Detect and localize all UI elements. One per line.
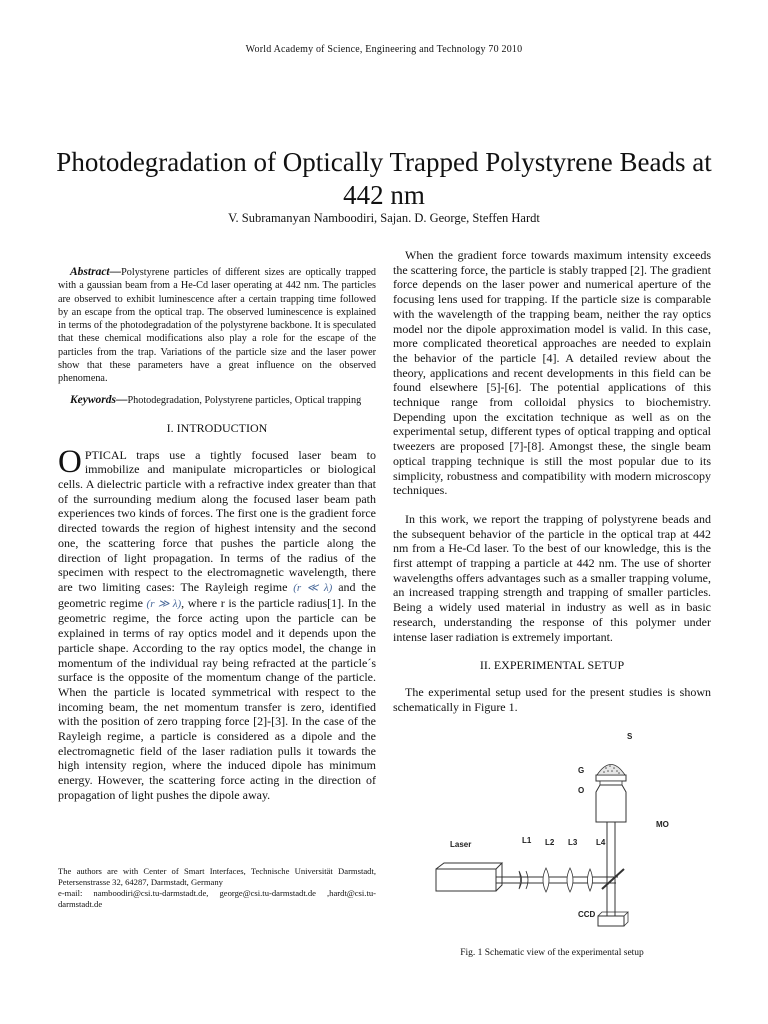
lens-l2 bbox=[543, 868, 549, 892]
right-column bbox=[393, 248, 711, 714]
running-header: World Academy of Science, Engineering and Technology 70 2010 bbox=[245, 44, 523, 55]
label-microscope-objective: MO bbox=[656, 820, 669, 829]
intro-text-a: PTICAL traps use a tightly focused laser beam to immobilize and manipulate microparticles or biological cells. A dielectric particle with a refractive index greater than that of the surrounding medium along the focused laser beam path experiences two kinds of forces. The first one is the gradient force directed towards the region of highest intensity and the second one, the scattering force that pushes the particle along the direction of light propagation. In terms of the radius of the specimen with respect to the electromagnetic wavelength, there are two limiting cases: The Rayleigh regime bbox=[58, 447, 376, 594]
sample-stage bbox=[596, 775, 626, 781]
intro-paragraph bbox=[58, 443, 377, 803]
label-glass: G bbox=[578, 766, 585, 775]
author-footnote bbox=[58, 866, 376, 910]
label-l3: L3 bbox=[568, 838, 578, 847]
lens-l3 bbox=[567, 868, 573, 892]
label-sample: S bbox=[627, 732, 633, 741]
body-paragraph-1: When the gradient force towards maximum intensity exceeds the scattering force, the particle is stably trapped [2]. The gradient force depends on the laser power and numerical aperture of the focusing lens used for trapping. If the particle size is comparable with the wavelength of the trapping beam, neither the ray optics model nor the dipole approximation model is valid. In this case, more complicated theoretical approaches are needed to explain the behavior of the particle [4]. A detailed review about the theory, applications and recent developments in this field can be found elsewhere [5]-[6]. The potential applications of this technique range from colloidal physics to biochemistry. Depending upon the excitation technique as well as on the experimental setup, different types of optical trapping and optical tweezers are proposed [7]-[8]. Amongst these, the single beam optical trapping technique is still the most popular due to its simplicity, robustness and compatibility with modern microscopy techniques. bbox=[393, 248, 711, 498]
rayleigh-condition: (r ≪ λ) bbox=[293, 582, 333, 594]
setup-diagram bbox=[420, 730, 720, 940]
microscope-objective bbox=[596, 785, 626, 822]
intro-text-c: , where r is the particle radius[1]. In the geometric regime, the force acting upon the particle can be explained in terms of ray optics model and it depends upon the particle shape. According to the ray optics model, the change in momentum of the individual ray being refracted at the particle´s surface is the opposite of the momentum change of the particle. When the particle is located symmetrical with respect to the incoming beam, the net momentum transfer is zero, identified with the position of zero trapping force [2]-[3]. In the case of the Rayleigh regime, a particle is considered as a dipole and the electromagnetic field of the laser radiation pulls it towards the high intensity region, where the induced dipole has minimum energy. However, the scattering force acting in the direction of propagation of light pushes the dipole away. bbox=[58, 595, 377, 802]
footnote-affiliation: The authors are with Center of Smart Interfaces, Technische Universität Darmstadt, Petersenstrasse 32, 64287, Darmstadt, Germany bbox=[58, 866, 376, 887]
setup-schematic bbox=[420, 730, 720, 940]
author-list: V. Subramanyan Namboodiri, Sajan. D. George, Steffen Hardt bbox=[228, 211, 540, 225]
laser-source bbox=[436, 869, 496, 891]
label-objective-o: O bbox=[578, 786, 585, 795]
ccd-camera bbox=[598, 916, 624, 926]
label-laser: Laser bbox=[450, 840, 472, 849]
dichroic-mirror bbox=[602, 869, 624, 889]
section-heading-introduction: I. INTRODUCTION bbox=[166, 420, 268, 435]
intro-text-b: and the geometric regime bbox=[58, 580, 377, 610]
figure-caption: Fig. 1 Schematic view of the experimental setup bbox=[460, 948, 644, 958]
left-column bbox=[58, 266, 376, 803]
body-paragraph-3: The experimental setup used for the present studies is shown schematically in Figure 1. bbox=[393, 684, 711, 714]
sample-droplet bbox=[597, 765, 625, 776]
lens-l1 bbox=[519, 871, 522, 889]
keywords-text: Photodegradation, Polystyrene particles, Optical trapping bbox=[127, 394, 362, 406]
geometric-condition: (r ≫ λ) bbox=[146, 597, 182, 610]
label-l1: L1 bbox=[522, 836, 532, 845]
label-l2: L2 bbox=[545, 838, 555, 847]
lens-l1-b bbox=[526, 871, 528, 889]
lens-l4 bbox=[588, 869, 593, 891]
label-l4: L4 bbox=[596, 838, 606, 847]
cover-glass bbox=[600, 781, 622, 785]
body-paragraph-2: In this work, we report the trapping of polystyrene beads and the subsequent behavior of the particle in the optical trap at 442 nm from a He-Cd laser. To the best of our knowledge, this is the first attempt of trapping a particle at 442 nm. The use of shorter wavelengths offers advantages such as a smaller trapping volume, an increased trapping strength and trapping of smaller particles. Being a widely used material in industry as well as in basic research, understanding the response of this polymer under intense laser radiation is extremely important. bbox=[393, 511, 711, 644]
footnote-email: e-mail: namboodiri@csi.tu-darmstadt.de, george@csi.tu-darmstadt.de ,hardt@csi.tu-darmstadt.de bbox=[58, 888, 376, 909]
abstract bbox=[58, 266, 376, 386]
drop-cap: O bbox=[58, 443, 82, 480]
label-ccd: CCD bbox=[578, 910, 596, 919]
abstract-label: Abstract— bbox=[70, 266, 122, 278]
paper-title: Photodegradation of Optically Trapped Polystyrene Beads at 442 nm bbox=[56, 147, 712, 211]
section-heading-setup: II. EXPERIMENTAL SETUP bbox=[479, 658, 625, 673]
abstract-text: Polystyrene particles of different sizes are optically trapped with a gaussian beam from a He-Cd laser operating at 442 nm. The particles are observed to exhibit luminescence after a certain trapping time followed by an escape from the optical trap. The observed luminescence is explained in terms of the photodegradation of the polystyrene backbone. It is speculated that these chemical modifications also play a role for the escape of the particles from the trap. Variations of the particle size and the laser power show that these parameters have a great influence on the observed phenomena. bbox=[58, 267, 376, 385]
keywords-label: Keywords— bbox=[70, 393, 128, 406]
keywords bbox=[58, 394, 376, 407]
